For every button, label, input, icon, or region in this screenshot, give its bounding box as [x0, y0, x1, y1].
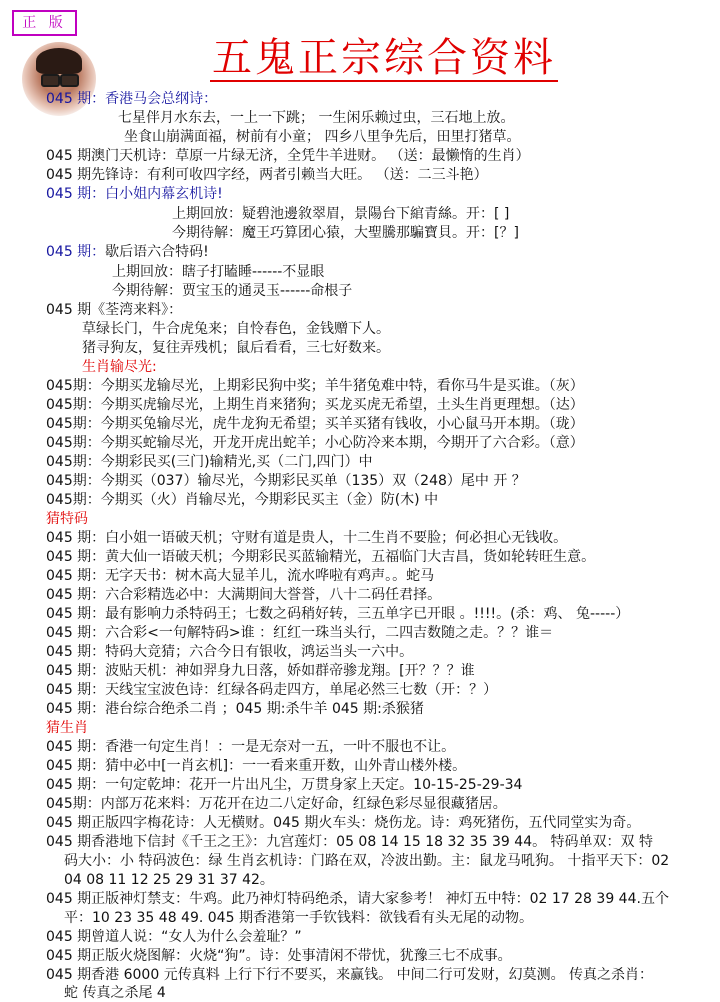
text-line: 045期：今期买蛇输尽光，开龙开虎出蛇羊；小心防冷来本期，今期开了六合彩。（意）	[46, 435, 584, 451]
text-line: 045 期：六合彩<一句解特码>谁 ：红红一珠当头行，二四吉数随之走。？？谁＝	[46, 625, 554, 641]
section-heading: 猜生肖	[46, 720, 88, 736]
text-line: 045期：今期买（037）输尽光，今期彩民买单（135）双（248）尾中 开 ？	[46, 473, 526, 489]
text-line: 045 期：六合彩精选必中：大满期间大誉誉，八十二码任君择。	[46, 587, 442, 603]
period-label: 045 期：	[46, 186, 106, 202]
text-line: 04 08 11 12 25 29 31 37 42。	[64, 872, 274, 888]
text-line: 045 期：一句定乾坤：花开一片出凡尘，万贯身家上天定。10-15-25-29-34	[46, 777, 523, 793]
text-line: 045期：今期买（火）肖输尽光，今期彩民买主（金）防(木) 中	[46, 492, 439, 508]
text-line: 草绿长门，牛合虎兔来；自怜春色，金钱赠下人。	[82, 321, 390, 337]
text-line: 045 期：猜中必中[一肖玄机]：一一看来重开数，山外青山楼外楼。	[46, 758, 467, 774]
avatar-glasses-right	[60, 74, 79, 87]
text-line: 上期回放：瞎子打瞌睡------不显眼	[112, 264, 325, 280]
period-label: 045 期《	[46, 302, 106, 318]
page-title: 五鬼正宗综合资料	[212, 35, 556, 81]
text-line	[46, 301, 182, 319]
avatar-hair	[36, 48, 82, 74]
text-line: 045 期香港地下信封《千王之王》：九宫莲灯：05 08 14 15 18 32 35 39 44。 特码单双：双 特	[46, 834, 654, 850]
line-text: 歇后语六合特码!	[105, 244, 209, 260]
text-line: 045期：今期彩民买(三门)输精光,买（二门,四门）中	[46, 454, 373, 470]
text-line: 045 期香港 6000 元传真料 上行下行不要买，来赢钱。 中间二行可发财，幻莫测。 传真之杀肖：	[46, 967, 654, 983]
text-line	[46, 90, 217, 108]
text-line: 045期：内部万花来料：万花开在边二八定好命，红绿色彩尽显很藏猪居。	[46, 796, 507, 812]
period-label: 045 期：	[46, 244, 106, 260]
text-line: 045 期正版四字梅花诗：人无横财。045 期火车头：烧伤龙。诗：鸡死猪伤，五代同堂实为奇。	[46, 815, 641, 831]
line-text: 香港马会总纲诗：	[105, 91, 218, 107]
text-line: 045 期：波贴天机：神如羿身九日落，娇如群帝骖龙翔。[开？？？谁	[46, 663, 475, 679]
text-line: 045 期：黄大仙一语破天机；今期彩民买蓝输精光，五福临门大吉昌，货如轮转旺生意。	[46, 549, 596, 565]
text-line: 045 期先锋诗：有利可收四字经，两者引赖当大旺。 （送：二三斗艳）	[46, 167, 488, 183]
text-line	[46, 243, 209, 261]
text-line: 坐食山崩满面福，树前有小童； 四乡八里争先后，田里打猪草。	[124, 129, 521, 145]
text-line: 码大小：小 特码波色：绿 生肖玄机诗：门路在双，冷波出勤。主：鼠龙马吼狗。 十指平天下：02	[64, 853, 670, 869]
avatar-glasses-left	[41, 74, 60, 87]
text-line: 045 期：港台综合绝杀二肖 ；045 期:杀牛羊 045 期:杀猴猪	[46, 701, 424, 717]
text-line: 蛇 传真之杀尾 4	[64, 985, 166, 1001]
text-line: 今期待解：魔王巧算团心猿，大聖騰那騙寶貝。开：[？]	[172, 225, 519, 241]
text-line: 045期：今期买龙输尽光，上期彩民狗中奖；羊牛猪兔难中特，看你马牛是买谁。（灰）	[46, 378, 584, 394]
text-line: 今期待解：贾宝玉的通灵玉------命根子	[112, 283, 353, 299]
period-label: 045 期：	[46, 91, 106, 107]
text-line: 045 期：香港一句定生肖！：一是无奈对一五，一叶不服也不让。	[46, 739, 456, 755]
text-line: 045 期澳门天机诗：草原一片绿无济，全凭牛羊进财。 （送：最懒惰的生肖）	[46, 148, 530, 164]
text-line: 045 期正版神灯禁支：牛鸡。此乃神灯特码绝杀，请大家参考！ 神灯五中特：02 17 28 39 44.五个	[46, 891, 669, 907]
version-badge: 正 版	[12, 10, 77, 36]
text-line: 045期：今期买兔输尽光，虎牛龙狗无希望；买羊买猪有钱收，小心鼠马开本期。（珑）	[46, 416, 584, 432]
text-line: 平：10 23 35 48 49. 045 期香港第一手钦钱料：欲钱看有头无尾的动物。	[64, 910, 533, 926]
line-text: 荃湾来料》：	[105, 302, 183, 318]
text-line: 猪寻狗友，复往弄残机；鼠后看看，三七好数来。	[82, 340, 390, 356]
line-text: 白小姐内幕玄机诗!	[105, 186, 223, 202]
text-line: 045 期曾道人说：“女人为什么会羞耻？”	[46, 929, 302, 945]
text-line: 上期回放：疑碧池邊敘翠眉，景陽台下綰青絲。开：[ ]	[172, 206, 510, 222]
text-line: 045期：今期买虎输尽光，上期生肖来猪狗；买龙买虎无希望，土头生肖更理想。（达）	[46, 397, 584, 413]
text-line: 045 期正版火烧图解：火烧“狗”。诗：处事清闲不带忧，犹豫三七不成事。	[46, 948, 512, 964]
text-line: 045 期：最有影响力杀特码王；七数之码稍好转，三五单字已开眼 。!!!!。(杀：鸡、 兔-----）	[46, 606, 630, 622]
text-line: 045 期：白小姐一语破天机；守财有道是贵人，十二生肖不要脸；何必担心无钱收。	[46, 530, 568, 546]
section-heading: 猜特码	[46, 511, 88, 527]
text-line	[46, 185, 223, 203]
text-line: 七星伴月水东去，一上一下跳； 一生闲乐赖过虫，三石地上放。	[118, 110, 515, 126]
text-line: 045 期：特码大竞猜；六合今日有银收，鸿运当头一六中。	[46, 644, 414, 660]
text-line: 045 期：无字天书：树木高大显羊儿，流水哗啦有鸡声。。蛇马	[46, 568, 435, 584]
text-line: 045 期：天线宝宝波色诗：红绿各码走四方，单尾必然三七数（开：？）	[46, 682, 498, 698]
section-heading: 生肖输尽光:	[82, 359, 157, 375]
